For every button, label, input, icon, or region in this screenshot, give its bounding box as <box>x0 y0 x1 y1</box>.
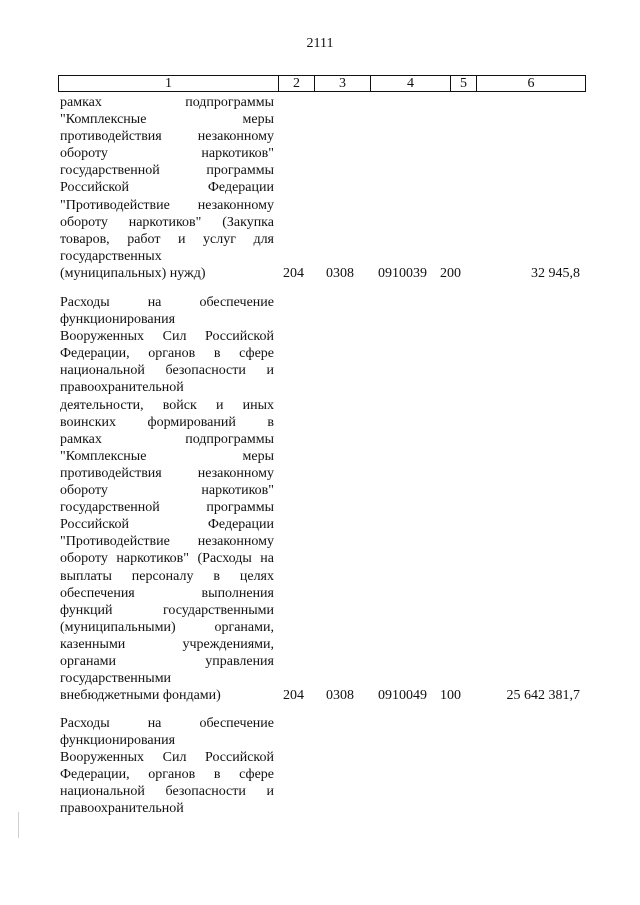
description-line: Вооруженных Сил Российской <box>60 750 274 766</box>
description-line: рамках подпрограммы <box>60 431 274 447</box>
row-description <box>60 94 274 282</box>
description-line: государственной программы <box>60 163 274 179</box>
description-line: противодействия незаконному <box>60 129 274 145</box>
row-code-col5: 100 <box>440 688 461 703</box>
description-line: функционирования <box>60 312 176 328</box>
description-line: обороту наркотиков" (Расходы на <box>60 551 274 567</box>
description-line: "Противодействие незаконному <box>60 197 274 213</box>
page-number: 2111 <box>306 36 334 51</box>
column-header-1: 1 <box>59 76 279 91</box>
description-line: государственными <box>60 671 172 687</box>
scan-edge-mark <box>18 812 19 838</box>
column-header-4: 4 <box>371 76 451 91</box>
description-line: казенными учреждениями, <box>60 636 274 652</box>
description-line: товаров, работ и услуг для <box>60 231 274 247</box>
description-line: обеспечения выполнения <box>60 585 274 601</box>
description-line: государственных <box>60 248 162 264</box>
row-code-col4: 0910039 <box>378 266 427 281</box>
description-line: обороту наркотиков" (Закупка <box>60 214 274 230</box>
row-code-col2: 204 <box>283 266 304 281</box>
row-code-col2: 204 <box>283 688 304 703</box>
description-line: Вооруженных Сил Российской <box>60 329 274 345</box>
table-column-header-row <box>58 75 586 92</box>
description-line: функций государственными <box>60 602 274 618</box>
column-header-5: 5 <box>451 76 477 91</box>
description-line: деятельности, войск и иных <box>60 397 274 413</box>
description-line: воинских формирований в <box>60 414 274 430</box>
row-description <box>60 294 274 704</box>
description-line: национальной безопасности и <box>60 363 274 379</box>
column-header-3: 3 <box>315 76 371 91</box>
row-description <box>60 715 274 818</box>
column-header-6: 6 <box>527 76 535 91</box>
description-line: обороту наркотиков" <box>60 146 274 162</box>
description-line: Федерации, органов в сфере <box>60 346 274 362</box>
description-line: национальной безопасности и <box>60 784 274 800</box>
description-line: "Комплексные меры <box>60 112 274 128</box>
description-line: Российской Федерации <box>60 517 274 533</box>
description-line: государственной программы <box>60 500 274 516</box>
row-code-col4: 0910049 <box>378 688 427 703</box>
description-line: функционирования <box>60 733 176 749</box>
description-line: Расходы на обеспечение <box>60 716 274 731</box>
description-line: рамках подпрограммы <box>60 95 274 110</box>
description-line: "Противодействие незаконному <box>60 534 274 550</box>
row-code-col5: 200 <box>440 266 461 281</box>
description-line: Российской Федерации <box>60 180 274 196</box>
row-code-col3: 0308 <box>326 266 354 281</box>
description-line: органами управления <box>60 653 274 669</box>
description-line: правоохранительной <box>60 801 184 817</box>
description-line: Федерации, органов в сфере <box>60 767 274 783</box>
description-line: внебюджетными фондами) <box>60 688 221 704</box>
description-line: "Комплексные меры <box>60 448 274 464</box>
description-line: (муниципальных) нужд) <box>60 265 206 281</box>
description-line: (муниципальными) органами, <box>60 619 274 635</box>
description-line: правоохранительной <box>60 380 184 396</box>
description-line: выплаты персоналу в целях <box>60 568 274 584</box>
row-amount-col6: 25 642 381,7 <box>506 688 580 703</box>
description-line: обороту наркотиков" <box>60 483 274 499</box>
description-line: Расходы на обеспечение <box>60 295 274 310</box>
column-header-2: 2 <box>279 76 315 91</box>
row-code-col3: 0308 <box>326 688 354 703</box>
row-amount-col6: 32 945,8 <box>531 266 580 281</box>
description-line: противодействия незаконному <box>60 465 274 481</box>
